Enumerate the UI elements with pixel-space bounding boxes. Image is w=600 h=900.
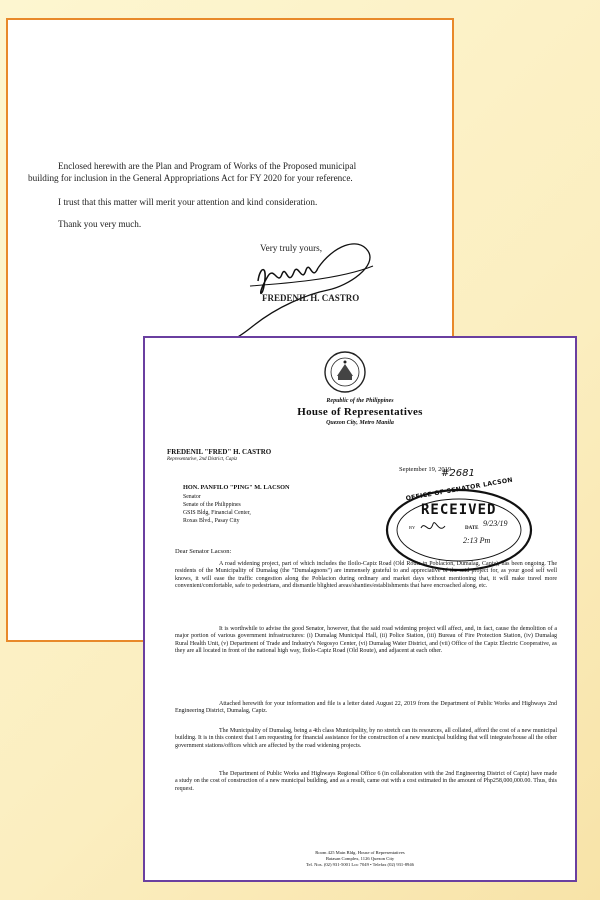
header-city: Quezon City, Metro Manila [326,420,394,426]
footer-line-3: Tel. Nos. (02) 931-5001 Loc 7049 • Telefax (02) 931-8946 [306,862,414,867]
stamp-date-value: 9/23/19 [483,519,508,528]
body-paragraph-2: It is worthwhile to advise the good Senator, however, that the said road widening project will affect, and, in fact, cause the demolition of a major portion of various government infrastructures: (i) Dumalag Municipal Hall, (ii) Police Station, (iii) Bureau of Fire Protection Station, (iv) Dumalag Rural Health Unit, (v) Department of Trade and Industry's Negosyo Center, (vi) Dumalag Water District, and (vii) Office of the Capiz Electric Cooperative, as they are all located in front of the national high way, Iloilo-Capiz Road (Old Route), and adjacent at each other. [175,626,557,654]
letter1-paragraph1-line1: Enclosed herewith are the Plan and Program of Works of the Proposed municipal [58,161,357,171]
stamp-time-value: 2:13 Pm [463,536,491,545]
letter1-paragraph2: I trust that this matter will merit your attention and kind consideration. [58,197,318,207]
letter-page-2 [143,336,577,882]
recipient-name: HON. PANFILO "PING" M. LACSON [183,484,290,491]
body-paragraph-5: The Department of Public Works and Highways Regional Office 6 (in collaboration with the 2nd Engineering District of Capiz) have made a study on the cost of construction of a new municipal building, and as a result, came out with a cost estimated in the amount of Php258,000,000.00. Thus, this request. [175,771,557,792]
footer-line-1: Room 425 Main Bldg. House of Representatives [315,850,405,855]
stamp-by-label: BY [409,525,416,530]
header-house: House of Representatives [297,406,423,418]
stamp-office: OFFICE OF SENATOR LACSON [405,476,514,503]
sender-name: FREDENIL "FRED" H. CASTRO [167,448,272,456]
stamp-date-label: DATE [465,526,479,531]
recipient-line4: Roxas Blvd., Pasay City [183,518,240,524]
recipient-line3: GSIS Bldg, Financial Center, [183,510,251,516]
house-seal-icon [323,350,367,394]
salutation: Dear Senator Lacson: [175,548,232,555]
letter1-paragraph1-line2: building for inclusion in the General Appropriations Act for FY 2020 for your reference. [28,173,353,183]
letter1-signatory: FREDENIL H. CASTRO [262,293,360,303]
sender-title: Representative, 2nd District, Capiz [167,457,238,462]
recipient-line2: Senate of the Philippines [183,502,241,508]
body-paragraph-3: Attached herewith for your information and file is a letter dated August 22, 2019 from the Department of Public Works and Highways 2nd Engineering District, Dumalag, Capiz. [175,701,557,715]
letter1-paragraph3: Thank you very much. [58,219,142,229]
letter1-closing: Very truly yours, [260,243,323,253]
body-paragraph-4: The Municipality of Dumalag, being a 4th class Municipality, by no stretch can its resources, all collated, afford the cost of a new municipal building. It is in this context that I am requesting for financial assistance for the construction of a new municipal building that will integrate/house all the other government stations/offices which are affected by the road widening projects. [175,728,557,749]
stamp-number: #2681 [441,468,475,479]
letter-footer [145,850,575,868]
stamp-initials-icon [419,518,449,540]
recipient-line1: Senator [183,494,201,500]
signature-image [198,226,398,346]
footer-line-2: Batasan Complex, 1126 Quezon City [325,856,395,861]
letter1-paragraph1 [28,160,448,184]
stamp-received: RECEIVED [421,502,497,518]
header-republic: Republic of the Philippines [326,398,394,404]
body-paragraph-1: A road widening project, part of which includes the Iloilo-Capiz Road (Old Route in Poblacion, Dumalag, Capiz), has been ongoing. The residents of the Municipality of Dumalag (the "Dumalagnons") are immensely grateful to and appreciative of the said project for, as your good self well knows, it will ease the traffic congestion along the Poblacion during ordinary and market days without mentioning that, it will make travel more convenient/comfortable, safe to pedestrians, and dismantle blighted areas/shanties/establishments that have encroached along, etc. [175,561,557,589]
letter-date: September 19, 2019 [399,466,452,473]
